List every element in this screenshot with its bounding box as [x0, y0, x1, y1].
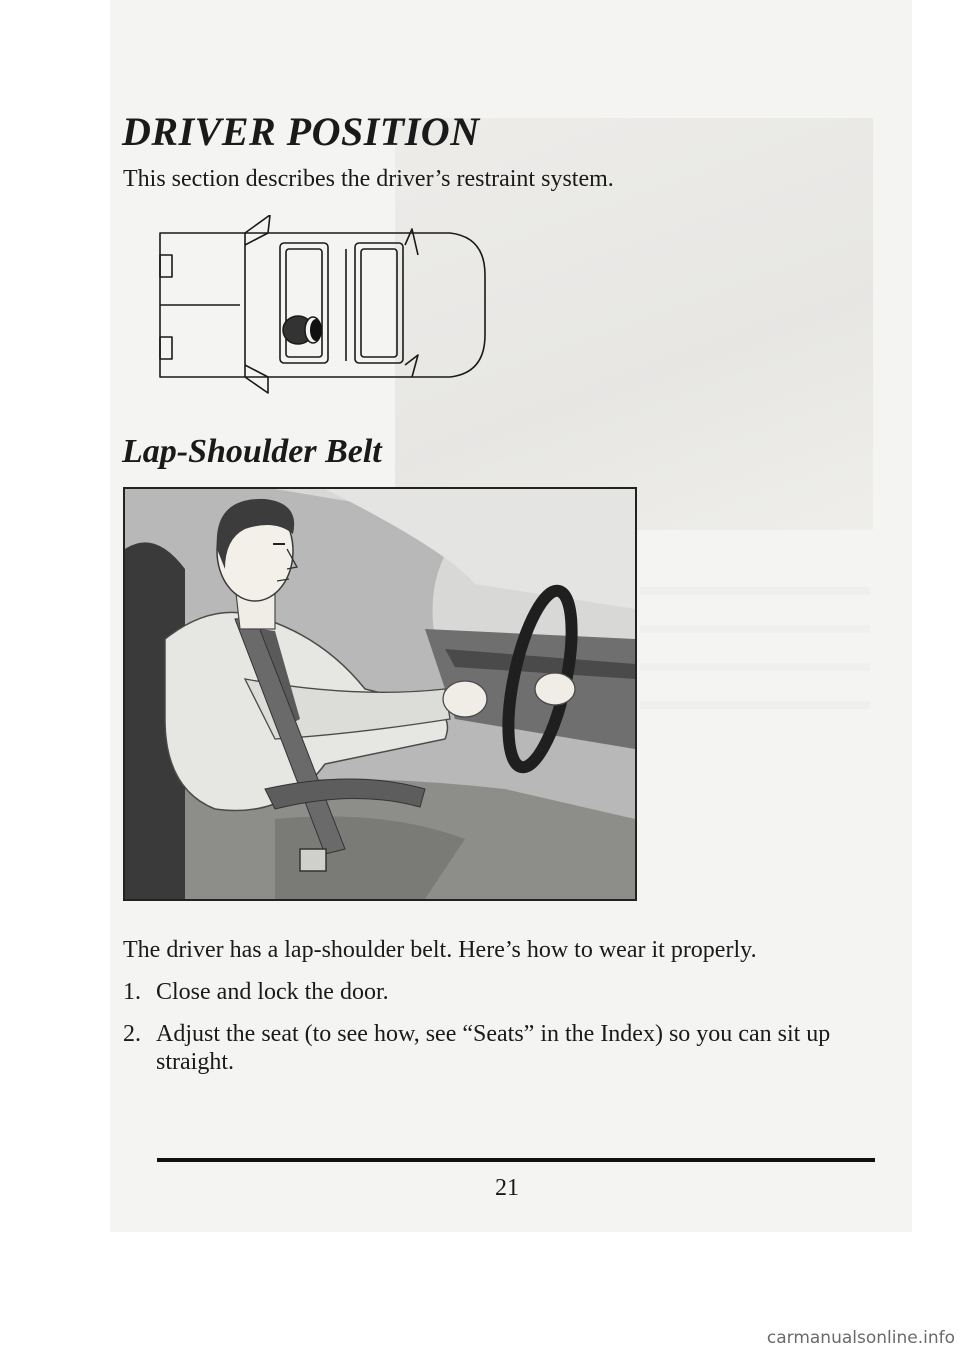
subheading: Lap-Shoulder Belt: [122, 433, 382, 470]
watermark: carmanualsonline.info: [766, 1328, 955, 1348]
footer-rule: [157, 1158, 875, 1162]
step-number: 1.: [123, 979, 141, 1005]
list-item: [123, 1020, 863, 1076]
step-text: Adjust the seat (to see how, see “Seats” in the Index) so you can sit up straight.: [156, 1021, 831, 1075]
section-title: DRIVER POSITION: [122, 109, 480, 154]
instruction-steps: [123, 978, 863, 1090]
body-text: The driver has a lap-shoulder belt. Here’s how to wear it properly.: [123, 937, 757, 963]
vehicle-top-view-driver-seat-icon: [150, 215, 490, 395]
page-number: 21: [495, 1175, 519, 1201]
step-text: Close and lock the door.: [156, 979, 389, 1005]
list-item: [123, 978, 863, 1006]
bleed-through-text-shadow: [640, 565, 870, 725]
intro-text: This section describes the driver’s restraint system.: [123, 166, 614, 192]
step-number: 2.: [123, 1021, 141, 1047]
driver-wearing-lap-shoulder-belt-illustration: [123, 487, 637, 901]
